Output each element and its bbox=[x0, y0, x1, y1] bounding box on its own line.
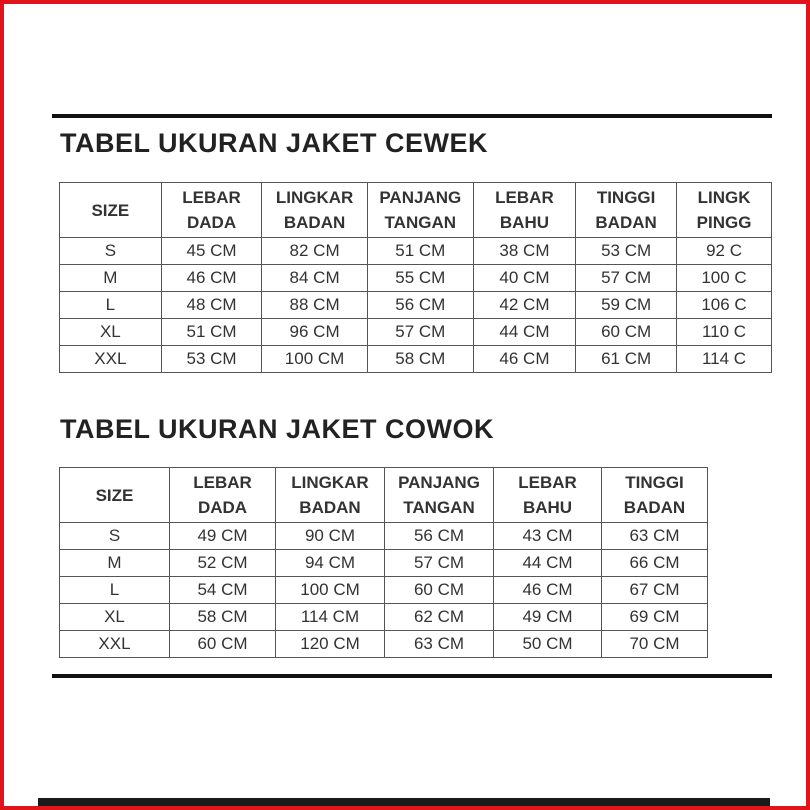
measurement-cell: 96 CM bbox=[262, 319, 367, 346]
measurement-cell: 54 CM bbox=[170, 577, 276, 604]
column-header bbox=[170, 468, 276, 523]
measurement-cell: 49 CM bbox=[494, 604, 602, 631]
column-header-line: LEBAR bbox=[193, 473, 252, 492]
table-row bbox=[60, 346, 772, 373]
cewek-table-title: TABEL UKURAN JAKET CEWEK bbox=[60, 128, 489, 158]
column-header bbox=[262, 183, 367, 238]
measurement-cell: 114 CM bbox=[276, 604, 385, 631]
measurement-cell: 40 CM bbox=[473, 265, 575, 292]
measurement-cell: 52 CM bbox=[170, 550, 276, 577]
measurement-cell: 46 CM bbox=[494, 577, 602, 604]
column-header bbox=[473, 183, 575, 238]
column-header bbox=[60, 183, 162, 238]
measurement-cell: 43 CM bbox=[494, 523, 602, 550]
column-header-line: LINGKAR bbox=[275, 188, 354, 207]
column-header bbox=[276, 468, 385, 523]
measurement-cell: 67 CM bbox=[602, 577, 708, 604]
measurement-cell: 58 CM bbox=[367, 346, 473, 373]
bottom-divider bbox=[52, 674, 772, 678]
column-header-line: LINGK bbox=[697, 188, 751, 207]
column-header bbox=[602, 468, 708, 523]
size-cell: L bbox=[60, 577, 170, 604]
column-header bbox=[494, 468, 602, 523]
table-row bbox=[60, 238, 772, 265]
size-cell: XL bbox=[60, 604, 170, 631]
column-header bbox=[677, 183, 772, 238]
measurement-cell: 120 CM bbox=[276, 631, 385, 658]
measurement-cell: 46 CM bbox=[161, 265, 262, 292]
measurement-cell: 90 CM bbox=[276, 523, 385, 550]
measurement-cell: 44 CM bbox=[473, 319, 575, 346]
column-header bbox=[576, 183, 677, 238]
measurement-cell: 100 C bbox=[677, 265, 772, 292]
column-header-line: TANGAN bbox=[384, 213, 456, 232]
size-cell: M bbox=[60, 550, 170, 577]
measurement-cell: 44 CM bbox=[494, 550, 602, 577]
column-header-line: BAHU bbox=[522, 498, 573, 517]
measurement-cell: 70 CM bbox=[602, 631, 708, 658]
measurement-cell: 55 CM bbox=[367, 265, 473, 292]
measurement-cell: 61 CM bbox=[576, 346, 677, 373]
column-header-line: TINGGI bbox=[596, 188, 656, 207]
measurement-cell: 59 CM bbox=[576, 292, 677, 319]
table-row bbox=[60, 523, 708, 550]
table-row bbox=[60, 319, 772, 346]
measurement-cell: 56 CM bbox=[367, 292, 473, 319]
measurement-cell: 62 CM bbox=[385, 604, 494, 631]
measurement-cell: 53 CM bbox=[161, 346, 262, 373]
table-row bbox=[60, 604, 708, 631]
measurement-cell: 60 CM bbox=[385, 577, 494, 604]
measurement-cell: 60 CM bbox=[170, 631, 276, 658]
column-header bbox=[161, 183, 262, 238]
size-cell: M bbox=[60, 265, 162, 292]
table-row bbox=[60, 577, 708, 604]
measurement-cell: 42 CM bbox=[473, 292, 575, 319]
cowok-table-container bbox=[59, 467, 710, 660]
measurement-cell: 69 CM bbox=[602, 604, 708, 631]
column-header-line: SIZE bbox=[91, 200, 130, 220]
column-header-line: SIZE bbox=[95, 485, 134, 505]
measurement-cell: 38 CM bbox=[473, 238, 575, 265]
measurement-cell: 63 CM bbox=[602, 523, 708, 550]
measurement-cell: 100 CM bbox=[276, 577, 385, 604]
column-header-line: BADAN bbox=[595, 213, 657, 232]
column-header bbox=[367, 183, 473, 238]
measurement-cell: 46 CM bbox=[473, 346, 575, 373]
column-header-line: LEBAR bbox=[495, 188, 554, 207]
column-header-line: LINGKAR bbox=[291, 473, 369, 492]
measurement-cell: 92 C bbox=[677, 238, 772, 265]
measurement-cell: 84 CM bbox=[262, 265, 367, 292]
measurement-cell: 48 CM bbox=[161, 292, 262, 319]
column-header bbox=[60, 468, 170, 523]
cewek-table-container bbox=[59, 182, 772, 374]
measurement-cell: 106 C bbox=[677, 292, 772, 319]
measurement-cell: 45 CM bbox=[161, 238, 262, 265]
size-cell: XXL bbox=[60, 631, 170, 658]
measurement-cell: 53 CM bbox=[576, 238, 677, 265]
column-header-line: TANGAN bbox=[403, 498, 475, 517]
measurement-cell: 49 CM bbox=[170, 523, 276, 550]
column-header-line: BAHU bbox=[499, 213, 549, 232]
column-header-line: PANJANG bbox=[379, 188, 462, 207]
column-header-line: LEBAR bbox=[518, 473, 577, 492]
table-row bbox=[60, 550, 708, 577]
table-header-row bbox=[60, 468, 708, 523]
table-row bbox=[60, 292, 772, 319]
size-cell: S bbox=[60, 238, 162, 265]
measurement-cell: 60 CM bbox=[576, 319, 677, 346]
cowok-table-title: TABEL UKURAN JAKET COWOK bbox=[60, 414, 494, 444]
table-header-row bbox=[60, 183, 772, 238]
cewek-size-table bbox=[59, 182, 772, 373]
measurement-cell: 51 CM bbox=[367, 238, 473, 265]
measurement-cell: 114 C bbox=[677, 346, 772, 373]
table-row bbox=[60, 265, 772, 292]
measurement-cell: 57 CM bbox=[576, 265, 677, 292]
measurement-cell: 50 CM bbox=[494, 631, 602, 658]
footer-bar bbox=[38, 798, 770, 810]
column-header-line: BADAN bbox=[283, 213, 346, 232]
table-row bbox=[60, 631, 708, 658]
column-header-line: PANJANG bbox=[398, 473, 480, 492]
measurement-cell: 57 CM bbox=[385, 550, 494, 577]
measurement-cell: 63 CM bbox=[385, 631, 494, 658]
column-header-line: BADAN bbox=[299, 498, 361, 517]
column-header-line: TINGGI bbox=[625, 473, 684, 492]
measurement-cell: 58 CM bbox=[170, 604, 276, 631]
measurement-cell: 66 CM bbox=[602, 550, 708, 577]
size-cell: XXL bbox=[60, 346, 162, 373]
measurement-cell: 51 CM bbox=[161, 319, 262, 346]
cowok-size-table bbox=[59, 467, 708, 658]
column-header bbox=[385, 468, 494, 523]
size-cell: L bbox=[60, 292, 162, 319]
measurement-cell: 94 CM bbox=[276, 550, 385, 577]
measurement-cell: 57 CM bbox=[367, 319, 473, 346]
column-header-line: LEBAR bbox=[182, 188, 241, 207]
measurement-cell: 56 CM bbox=[385, 523, 494, 550]
measurement-cell: 88 CM bbox=[262, 292, 367, 319]
size-cell: XL bbox=[60, 319, 162, 346]
column-header-line: BADAN bbox=[623, 498, 686, 517]
measurement-cell: 82 CM bbox=[262, 238, 367, 265]
column-header-line: PINGG bbox=[696, 213, 752, 232]
measurement-cell: 100 CM bbox=[262, 346, 367, 373]
size-cell: S bbox=[60, 523, 170, 550]
column-header-line: DADA bbox=[186, 213, 237, 232]
column-header-line: DADA bbox=[197, 498, 248, 517]
measurement-cell: 110 C bbox=[677, 319, 772, 346]
top-divider bbox=[52, 114, 772, 118]
